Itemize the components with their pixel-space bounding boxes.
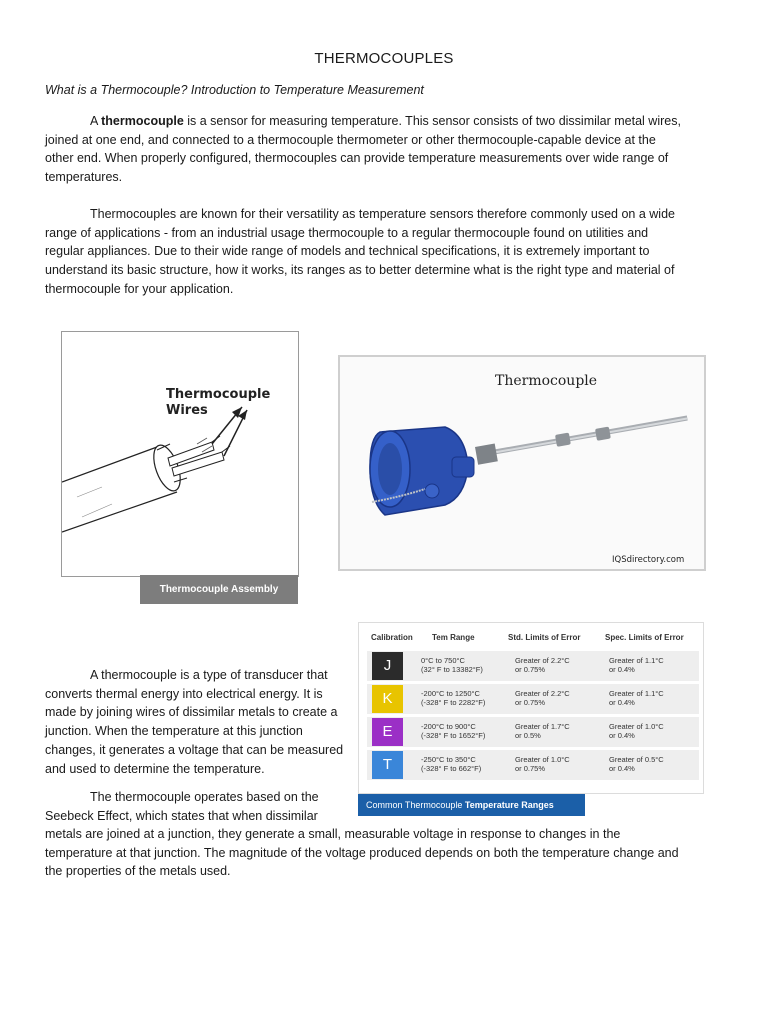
std-error-cell: Greater of 1.7°C or 0.5%: [515, 722, 570, 740]
subtitle: What is a Thermocouple? Introduction to Temperature Measurement: [45, 83, 424, 97]
header-spec-error: Spec. Limits of Error: [605, 633, 684, 642]
temperature-range-table: [358, 622, 704, 794]
table-row: [367, 717, 699, 747]
std-error-cell: Greater of 2.2°C or 0.75%: [515, 689, 570, 707]
versatility-paragraph: Thermocouples are known for their versatility as temperature sensors therefore commonly used on a wide range of applications - from an industrial usage thermocouple to a regular thermocouple found on utilities and regular appliances. Due to their wide range of models and technical specifications, it is extremely important to understand its basic structure, how it works, its ranges as to better determine what is the right type and material of thermocouple for your application.: [45, 207, 675, 296]
spec-error-cell: Greater of 0.5°C or 0.4%: [609, 755, 664, 773]
table-caption-bold: Temperature Ranges: [464, 800, 554, 810]
table-caption-prefix: Common Thermocouple: [366, 800, 465, 810]
figure1-label-line1: Thermocouple: [166, 387, 271, 402]
seebeck-paragraph-continued: metals are joined at a junction, they generate a small, measurable voltage in response to changes in the temperature at that junction. The magnitude of the voltage produced depends on both the temperature change and the properties of the metals used.: [45, 827, 679, 879]
figure1-label-line2: Wires: [166, 403, 208, 418]
calibration-badge: E: [372, 718, 403, 746]
calibration-badge: T: [372, 751, 403, 779]
range-cell: -200°C to 900°C (-328° F to 1652°F): [421, 722, 486, 740]
spec-error-cell: Greater of 1.1°C or 0.4%: [609, 656, 664, 674]
figure2-watermark: IQSdirectory.com: [612, 555, 685, 565]
header-std-error: Std. Limits of Error: [508, 633, 581, 642]
header-temp-range: Tem Range: [432, 633, 475, 642]
range-cell: 0°C to 750°C (32° F to 13382°F): [421, 656, 483, 674]
thermocouple-wires-figure: [61, 331, 299, 577]
calibration-badge: K: [372, 685, 403, 713]
spec-error-cell: Greater of 1.1°C or 0.4%: [609, 689, 664, 707]
intro-paragraph: [45, 112, 685, 187]
seebeck-paragraph-start: The thermocouple operates based on the Seebeck Effect, which states that when dissimilar: [45, 790, 319, 823]
table-row: [367, 750, 699, 780]
page-title: THERMOCOUPLES: [314, 50, 454, 67]
intro-rest: is a sensor for measuring temperature. This sensor consists of two dissimilar metal wires, joined at one end, and connected to a thermocouple thermometer or other thermocouple-capable device at the other end. When properly configured, thermocouples can provide temperature measurements over wide range of temperatures.: [45, 114, 681, 185]
std-error-cell: Greater of 1.0°C or 0.75%: [515, 755, 570, 773]
transducer-paragraph: A thermocouple is a type of transducer that converts thermal energy into electrical energy. It is made by joining wires of dissimilar metals to create a junction. When the temperature at this junction changes, it generates a voltage that can be measured and used to determine the temperature.: [45, 668, 344, 776]
table-row: [367, 651, 699, 681]
thermocouple-photo: [338, 355, 706, 571]
table-caption: [358, 794, 585, 816]
range-cell: -200°C to 1250°C (-328° F to 2282°F): [421, 689, 486, 707]
figure2-title: Thermocouple: [495, 373, 598, 389]
intro-bold-term: thermocouple: [101, 114, 184, 128]
range-cell: -250°C to 350°C (-328° F to 662°F): [421, 755, 482, 773]
calibration-badge: J: [372, 652, 403, 680]
std-error-cell: Greater of 2.2°C or 0.75%: [515, 656, 570, 674]
spec-error-cell: Greater of 1.0°C or 0.4%: [609, 722, 664, 740]
header-calibration: Calibration: [371, 633, 413, 642]
intro-lead: A: [90, 114, 102, 128]
thermocouple-device-drawing: [340, 357, 704, 569]
figure1-caption: Thermocouple Assembly: [140, 575, 298, 604]
thermocouple-wires-drawing: [62, 332, 298, 576]
table-row: [367, 684, 699, 714]
